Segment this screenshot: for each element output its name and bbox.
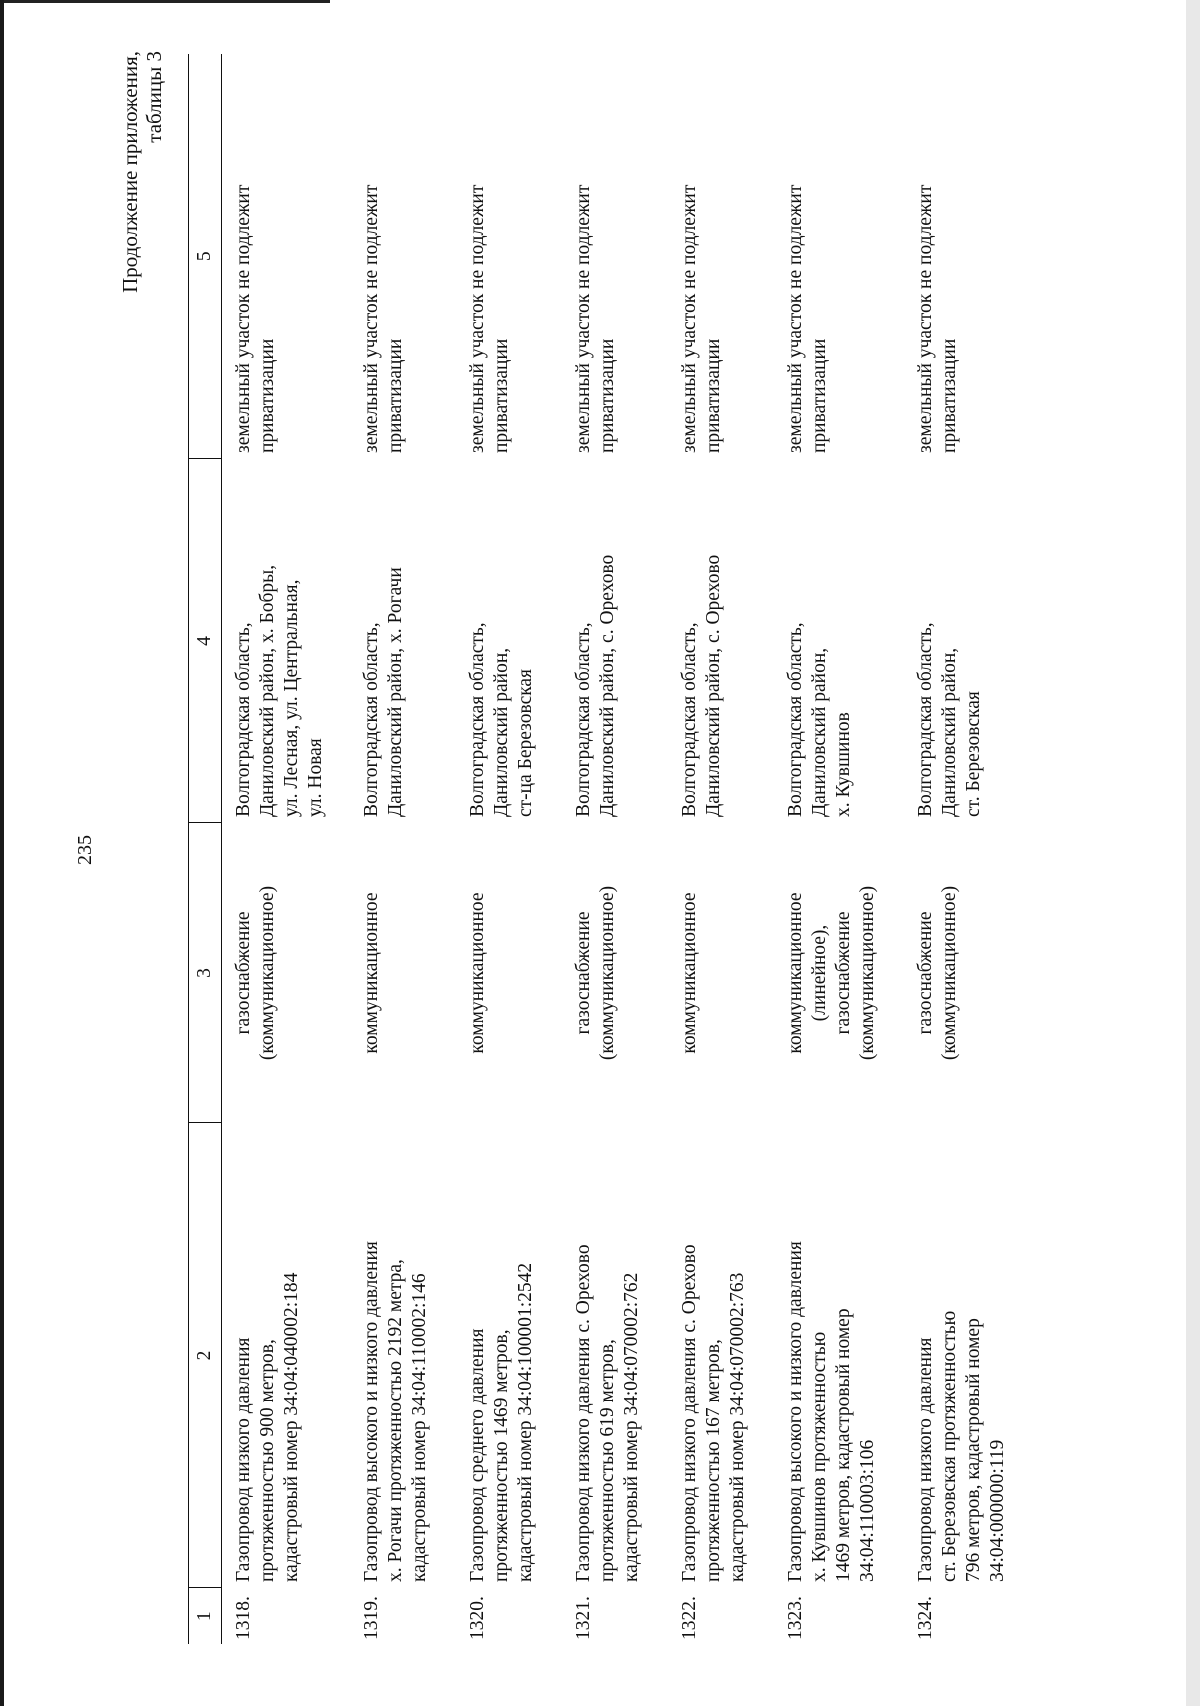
object-description-line: Газопровод среднего давления (467, 1328, 488, 1582)
purpose-cell-line: (коммуникационное) (939, 885, 960, 1061)
column-header-1: 1 (189, 1588, 222, 1644)
object-description-line: кадастровый номер 34:04:100001:2542 (515, 1262, 536, 1582)
location-cell-line: ст. Березовская (963, 691, 984, 817)
table-row (904, 54, 1034, 1644)
note-cell-line: земельный участок не подлежит (679, 184, 700, 453)
note-cell-line: земельный участок не подлежит (785, 184, 806, 453)
purpose-cell-line: коммуникационное (785, 892, 806, 1054)
row-number: 1321. (573, 1596, 594, 1640)
purpose-cell (904, 823, 1034, 1123)
location-cell-line: Волгоградская область, (467, 622, 488, 817)
note-cell-line: приватизации (703, 338, 724, 453)
continuation-title-line-2: таблицы 3 (142, 51, 166, 143)
location-cell-line: ст-ца Березовская (515, 668, 536, 817)
purpose-cell-line: газоснабжение (233, 911, 254, 1035)
table-header-row (189, 54, 222, 1644)
note-cell (350, 54, 456, 459)
location-cell-line: ул. Новая (305, 738, 326, 817)
table-row (562, 54, 668, 1644)
object-description-line: 34:04:000000:119 (987, 1439, 1008, 1582)
location-cell-line: х. Кувшинов (833, 712, 854, 817)
note-cell-line: земельный участок не подлежит (573, 184, 594, 453)
column-header-4: 4 (189, 459, 222, 823)
location-cell (774, 459, 904, 823)
location-cell-line: Даниловский район, (809, 647, 830, 817)
location-cell-line: Даниловский район, с. Орехово (703, 554, 724, 817)
purpose-cell-line: газоснабжение (833, 911, 854, 1035)
note-cell-line: приватизации (491, 338, 512, 453)
row-number: 1324. (915, 1596, 936, 1640)
object-description-line: кадастровый номер 34:04:070002:763 (727, 1272, 748, 1582)
note-cell (562, 54, 668, 459)
object-description-line: 1469 метров, кадастровый номер (833, 1308, 854, 1582)
purpose-cell (774, 823, 904, 1123)
column-header-5: 5 (189, 54, 222, 459)
object-description (668, 1123, 774, 1588)
object-description (904, 1123, 1034, 1588)
object-description-line: Газопровод высокого и низкого давления (361, 1241, 382, 1582)
note-cell-line: земельный участок не подлежит (467, 184, 488, 453)
purpose-cell (222, 823, 351, 1123)
location-cell (904, 459, 1034, 823)
object-description-line: кадастровый номер 34:04:070002:762 (621, 1272, 642, 1582)
location-cell-line: Даниловский район, х. Бобры, (257, 564, 278, 817)
object-description (222, 1123, 351, 1588)
location-cell-line: Волгоградская область, (785, 622, 806, 817)
purpose-cell-line: (линейное), (809, 924, 830, 1022)
location-cell-line: Волгоградская область, (233, 622, 254, 817)
object-description-line: Газопровод высокого и низкого давления (785, 1241, 806, 1582)
object-description-line: Газопровод низкого давления (915, 1337, 936, 1582)
note-cell (456, 54, 562, 459)
object-description-line: протяженностью 1469 метров, (491, 1329, 512, 1582)
location-cell-line: Даниловский район, (939, 647, 960, 817)
object-description-line: Газопровод низкого давления (233, 1337, 254, 1582)
object-description-line: кадастровый номер 34:04:110002:146 (409, 1273, 430, 1582)
object-description (562, 1123, 668, 1588)
table-row (456, 54, 562, 1644)
table-body (222, 54, 1035, 1644)
location-cell-line: Волгоградская область, (573, 622, 594, 817)
note-cell (774, 54, 904, 459)
object-description-line: протяженностью 167 метров, (703, 1339, 724, 1582)
object-description (350, 1123, 456, 1588)
note-cell-line: земельный участок не подлежит (361, 184, 382, 453)
purpose-cell-line: коммуникационное (679, 892, 700, 1054)
location-cell (350, 459, 456, 823)
purpose-cell (668, 823, 774, 1123)
row-number: 1323. (785, 1596, 806, 1640)
object-description-line: 34:04:110003:106 (857, 1439, 878, 1582)
purpose-cell-line: (коммуникационное) (597, 885, 618, 1061)
note-cell-line: приватизации (597, 338, 618, 453)
purpose-cell-line: коммуникационное (361, 892, 382, 1054)
note-cell (668, 54, 774, 459)
object-description-line: 796 метров, кадастровый номер (963, 1318, 984, 1582)
location-cell-line: Волгоградская область, (915, 622, 936, 817)
location-cell (222, 459, 351, 823)
row-number: 1320. (467, 1596, 488, 1640)
purpose-cell-line: коммуникационное (467, 892, 488, 1054)
purpose-cell (562, 823, 668, 1123)
column-header-3: 3 (189, 823, 222, 1123)
location-cell-line: Даниловский район, х. Рогачи (385, 567, 406, 817)
row-number: 1322. (679, 1596, 700, 1640)
continuation-title-line-1: Продолжение приложения, (118, 51, 142, 293)
purpose-cell-line: (коммуникационное) (857, 885, 878, 1061)
location-cell (668, 459, 774, 823)
purpose-cell (456, 823, 562, 1123)
location-cell (562, 459, 668, 823)
object-description-line: протяженностью 900 метров, (257, 1339, 278, 1582)
purpose-cell-line: газоснабжение (915, 911, 936, 1035)
note-cell-line: приватизации (939, 338, 960, 453)
object-description-line: х. Рогачи протяженностью 2192 метра, (385, 1259, 406, 1582)
note-cell-line: приватизации (257, 338, 278, 453)
location-cell-line: Даниловский район, (491, 647, 512, 817)
location-cell-line: ул. Лесная, ул. Центральная, (281, 579, 302, 817)
object-description (774, 1123, 904, 1588)
object-description-line: протяженностью 619 метров, (597, 1339, 618, 1582)
note-cell (222, 54, 351, 459)
row-number: 1319. (361, 1596, 382, 1640)
continuation-title (118, 51, 166, 361)
table-row (668, 54, 774, 1644)
object-description-line: ст. Березовская протяженностью (939, 1310, 960, 1582)
object-description-line: Газопровод низкого давления с. Орехово (679, 1244, 700, 1582)
note-cell (904, 54, 1034, 459)
location-cell-line: Волгоградская область, (361, 622, 382, 817)
page-number: 235 (74, 835, 96, 865)
object-description-line: Газопровод низкого давления с. Орехово (573, 1244, 594, 1582)
location-cell-line: Даниловский район, с. Орехово (597, 554, 618, 817)
note-cell-line: приватизации (385, 338, 406, 453)
location-cell-line: Волгоградская область, (679, 622, 700, 817)
purpose-cell (350, 823, 456, 1123)
appendix-table (188, 54, 1034, 1644)
note-cell-line: земельный участок не подлежит (915, 184, 936, 453)
column-header-2: 2 (189, 1123, 222, 1588)
row-number: 1318. (233, 1596, 254, 1640)
object-description (456, 1123, 562, 1588)
location-cell (456, 459, 562, 823)
table-row (222, 54, 351, 1644)
object-description-line: х. Кувшинов протяженностью (809, 1331, 830, 1582)
table-row (774, 54, 904, 1644)
purpose-cell-line: (коммуникационное) (257, 885, 278, 1061)
object-description-line: кадастровый номер 34:04:040002:184 (281, 1272, 302, 1582)
purpose-cell-line: газоснабжение (573, 911, 594, 1035)
table-row (350, 54, 456, 1644)
note-cell-line: приватизации (809, 338, 830, 453)
note-cell-line: земельный участок не подлежит (233, 184, 254, 453)
